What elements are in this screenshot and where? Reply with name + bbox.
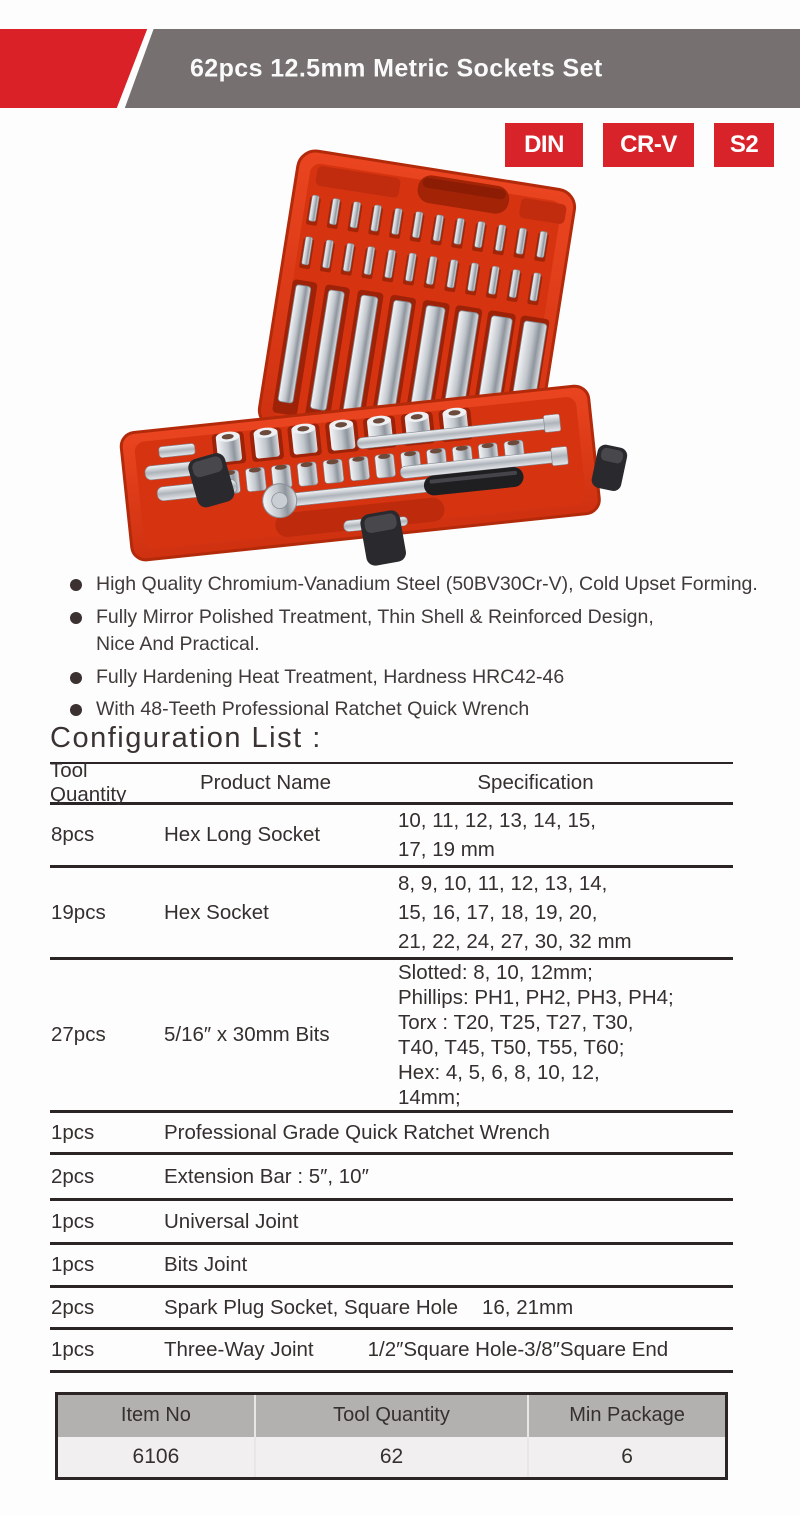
- summary-table: [55, 1392, 728, 1480]
- badge-din: DIN: [505, 123, 583, 167]
- title-banner: [0, 29, 800, 108]
- table-row: [50, 868, 733, 960]
- summary-header-row: [57, 1394, 727, 1437]
- row-qty: 1pcs: [51, 1209, 95, 1233]
- bullet-icon: [70, 672, 82, 684]
- feature-item: [68, 571, 758, 599]
- row-qty: 19pcs: [51, 900, 106, 924]
- summary-min-package: 6: [528, 1437, 726, 1479]
- bullet-icon: [70, 612, 82, 624]
- summary-col-min-package: Min Package: [528, 1394, 726, 1437]
- feature-item: [68, 696, 758, 724]
- table-row: [50, 805, 733, 868]
- table-row: [50, 1245, 733, 1288]
- row-qty: 2pcs: [51, 1164, 95, 1188]
- feature-line: Fully Mirror Polished Treatment, Thin Shell & Reinforced Design,: [96, 605, 654, 628]
- feature-line: High Quality Chromium-Vanadium Steel (50BV30Cr-V), Cold Upset Forming.: [96, 573, 758, 595]
- feature-line: With 48-Teeth Professional Ratchet Quick Wrench: [96, 698, 530, 720]
- config-table: [50, 759, 733, 1373]
- row-name: 5/16″ x 30mm Bits: [164, 1023, 330, 1046]
- row-name: Extension Bar : 5″, 10″: [164, 1164, 369, 1188]
- table-row: [50, 1330, 733, 1373]
- badge-crv: CR-V: [603, 123, 694, 167]
- row-qty: 27pcs: [51, 1023, 106, 1046]
- row-spec: 1/2″Square Hole-3/8″Square End: [367, 1338, 669, 1361]
- summary-data-row: [57, 1437, 727, 1479]
- config-list-heading: Configuration List :: [50, 722, 322, 754]
- summary-item-no: 6106: [132, 1444, 180, 1468]
- row-name: Hex Socket: [164, 900, 269, 924]
- row-spec: 10, 11, 12, 13, 14, 15, 17, 19 mm: [398, 809, 596, 861]
- row-qty: 1pcs: [51, 1253, 95, 1276]
- feature-item: [68, 604, 758, 659]
- row-name: Bits Joint: [164, 1253, 248, 1276]
- row-name: Professional Grade Quick Ratchet Wrench: [164, 1120, 550, 1144]
- col-header-tool-quantity: Tool Quantity: [50, 759, 127, 806]
- row-name: Three-Way Joint: [164, 1338, 314, 1361]
- badge-s2: S2: [714, 123, 774, 167]
- row-name: Hex Long Socket: [164, 823, 321, 846]
- table-row: [50, 1288, 733, 1330]
- feature-list: [68, 571, 758, 729]
- table-row: [50, 1113, 733, 1155]
- row-name: Spark Plug Socket, Square Hole: [164, 1295, 458, 1319]
- feature-line: Nice And Practical.: [96, 633, 260, 655]
- bullet-icon: [70, 704, 82, 716]
- product-photo: [70, 140, 670, 570]
- row-spec: 8, 9, 10, 11, 12, 13, 14, 15, 16, 17, 18, 19, 20, 21, 22, 24, 27, 30, 32 mm: [398, 872, 632, 953]
- col-header-product-name: Product Name: [200, 771, 332, 794]
- summary-tool-quantity: 62: [255, 1437, 528, 1479]
- row-qty: 1pcs: [51, 1338, 95, 1361]
- summary-col-tool-quantity: Tool Quantity: [255, 1394, 528, 1437]
- row-qty: 2pcs: [51, 1295, 95, 1319]
- row-name: Universal Joint: [164, 1209, 299, 1233]
- table-row: [50, 960, 733, 1113]
- bullet-icon: [70, 579, 82, 591]
- row-qty: 8pcs: [51, 823, 95, 846]
- row-spec: 16, 21mm: [482, 1295, 574, 1319]
- row-spec: Slotted: 8, 10, 12mm; Phillips: PH1, PH2, PH3, PH4; Torx : T20, T25, T27, T30, T40, T45, T50, T55, T60; Hex: 4, 5, 6, 8, 10, 12, 14mm;: [398, 961, 674, 1109]
- feature-item: [68, 664, 758, 692]
- table-row: [50, 1201, 733, 1245]
- config-table-header: [50, 759, 733, 806]
- page-title: 62pcs 12.5mm Metric Sockets Set: [190, 54, 603, 82]
- table-row: [50, 1155, 733, 1201]
- feature-line: Fully Hardening Heat Treatment, Hardness HRC42-46: [96, 665, 565, 688]
- row-qty: 1pcs: [51, 1120, 95, 1144]
- col-header-specification: Specification: [477, 771, 594, 794]
- summary-col-item-no: Item No: [120, 1404, 191, 1427]
